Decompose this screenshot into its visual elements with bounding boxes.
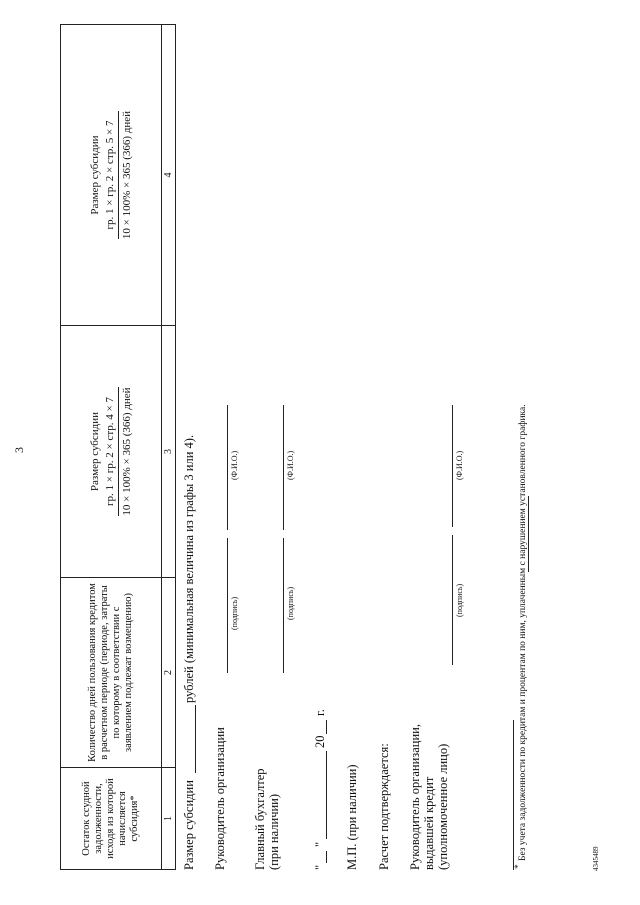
formula-col-4 <box>104 111 133 239</box>
header-col-3-title: Размер субсидии <box>88 411 101 492</box>
header-col-4-title: Размер субсидии <box>88 135 101 215</box>
subsidy-amount-blank <box>195 705 196 773</box>
bank-name-hint: (Ф.И.О.) <box>455 450 464 480</box>
date-year-prefix: 20 <box>313 735 327 748</box>
date-day-line <box>326 851 327 863</box>
subsidy-amount-suffix: рублей (минимальная величина из графы 3 или 4). <box>182 434 196 703</box>
bank-head-label-line2: выдавшей кредит <box>422 776 436 870</box>
column-number: 4 <box>162 25 176 326</box>
head-name-hint: (Ф.И.О.) <box>230 450 239 480</box>
date-year-line <box>326 720 327 734</box>
formula-col-4-denominator: 10 × 100% × 365 (366) дней <box>120 110 133 240</box>
bank-head-label-line1: Руководитель организации, <box>408 724 422 870</box>
formula-col-3-denominator: 10 × 100% × 365 (366) дней <box>120 387 133 516</box>
date-year-suffix: г. <box>313 709 327 716</box>
header-col-3 <box>61 326 162 578</box>
head-of-organization-label: Руководитель организации <box>213 727 227 870</box>
formula-col-4-numerator: гр. 1 × гр. 2 × стр. 5 × 7 <box>104 111 119 239</box>
date-quote-open: " <box>313 864 327 870</box>
head-name-line <box>227 405 228 530</box>
subsidy-amount-label: Размер субсидии <box>182 780 196 870</box>
column-number: 2 <box>162 578 176 768</box>
bank-signature-hint: (подпись) <box>455 583 464 617</box>
footnote-mark: * <box>514 864 524 869</box>
bank-head-label-line3: (уполномоченное лицо) <box>436 743 450 870</box>
header-col-2: Количество дней пользования кредитом в расчетном периоде (периоде, затраты по которому в соответствии с заявлением подлежат возмещению) <box>61 578 162 768</box>
page-number: 3 <box>12 447 26 453</box>
footnote-rule <box>513 720 514 870</box>
date-month-line <box>326 751 327 839</box>
stamp-label: М.П. (при наличии) <box>345 764 359 870</box>
column-number: 1 <box>162 768 176 870</box>
confirmation-label: Расчет подтверждается: <box>377 743 391 870</box>
accountant-signature-hint: (подпись) <box>286 586 295 620</box>
formula-col-3-numerator: гр. 1 × гр. 2 × стр. 4 × 7 <box>104 387 119 515</box>
bank-name-line <box>452 405 453 527</box>
column-number: 3 <box>162 326 176 578</box>
accountant-name-line <box>283 405 284 530</box>
footnote-text: Без учета задолженности по кредитам и процентам по ним, уплаченным с нарушением установленного графика. <box>518 404 528 861</box>
subsidy-table <box>60 24 176 870</box>
formula-col-3 <box>104 387 133 515</box>
accountant-signature-line <box>283 538 284 673</box>
head-signature-line <box>227 538 228 673</box>
chief-accountant-note: (при наличии) <box>267 793 281 870</box>
bank-signature-line <box>452 535 453 665</box>
date-quote-close: " <box>313 841 327 847</box>
chief-accountant-label: Главный бухгалтер <box>253 768 267 870</box>
accountant-name-hint: (Ф.И.О.) <box>286 450 295 480</box>
header-col-1: Остаток ссудной задолженности, исходя из которой начисляется субсидия* <box>61 768 162 870</box>
head-signature-hint: (подпись) <box>230 596 239 630</box>
header-col-4 <box>61 25 162 326</box>
footnote-separator <box>528 496 529 572</box>
document-number: 4345489 <box>592 846 600 871</box>
